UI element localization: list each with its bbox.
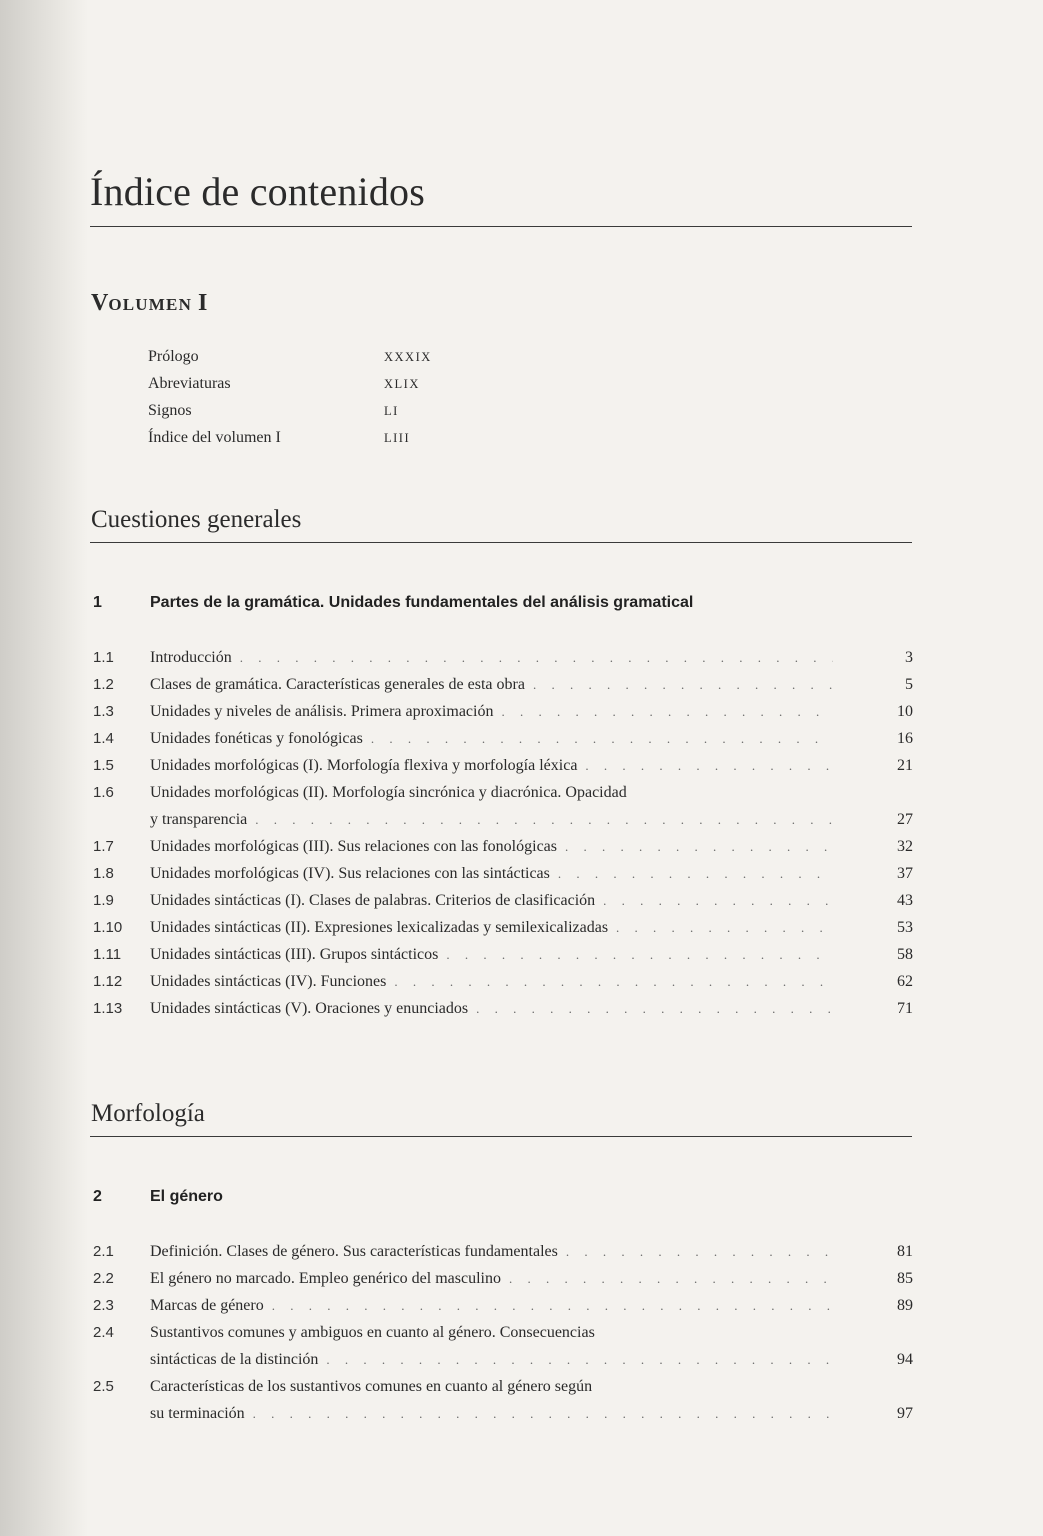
entry-text: Definición. Clases de género. Sus características fundamentales [150,1243,558,1260]
toc-entry[interactable] [93,1265,913,1292]
entry-page: 62 [897,973,913,990]
dot-leader [566,1238,833,1265]
front-matter-item[interactable] [148,375,468,402]
entry-page: 16 [897,730,913,747]
toc-entry[interactable] [93,725,913,752]
toc-entry[interactable] [93,644,913,671]
chapter-title: El género [150,1188,223,1205]
entry-text-line-1: Sustantivos comunes y ambiguos en cuanto al género. Consecuencias [150,1324,595,1341]
front-matter-label: Índice del volumen I [148,429,281,446]
entry-page: 5 [905,676,913,693]
entry-text-line-2: sintácticas de la distinción [150,1351,319,1368]
toc-entry[interactable] [93,1319,913,1373]
dot-leader [255,806,833,833]
toc-entry[interactable] [93,914,913,941]
toc-entry[interactable] [93,698,913,725]
section-title-morfologia: Morfología [91,1100,205,1127]
front-matter-page: LI [384,404,399,418]
dot-leader [394,968,833,995]
entry-number: 1.12 [93,973,123,990]
toc-entry[interactable] [93,1373,913,1427]
entry-page: 71 [897,1000,913,1017]
dot-leader [272,1292,833,1319]
entry-text: Clases de gramática. Características generales de esta obra [150,676,525,693]
entry-page: 10 [897,703,913,720]
front-matter-page: XLIX [384,377,420,391]
entry-number: 1.8 [93,865,114,882]
chapter-number: 1 [93,594,102,611]
front-matter-label: Signos [148,402,192,419]
toc-entry[interactable] [93,833,913,860]
entry-page: 89 [897,1297,913,1314]
toc-entry[interactable] [93,1292,913,1319]
section-rule [90,1136,912,1137]
entry-page: 97 [897,1405,913,1422]
dot-leader [446,941,833,968]
toc-entries-section-2 [93,1238,913,1427]
dot-leader [371,725,833,752]
toc-entry[interactable] [93,968,913,995]
entry-text: Unidades morfológicas (IV). Sus relaciones con las sintácticas [150,865,550,882]
entry-number: 1.3 [93,703,114,720]
volume-heading-initial: V [91,290,109,316]
dot-leader [240,644,833,671]
entry-page: 58 [897,946,913,963]
dot-leader [476,995,833,1022]
volume-heading-numeral: I [192,290,208,316]
front-matter-list [148,348,468,456]
entry-text-line-2: y transparencia [150,811,248,828]
entry-text: Unidades y niveles de análisis. Primera aproximación [150,703,494,720]
dot-leader [565,833,833,860]
entry-number: 1.6 [93,784,114,801]
front-matter-label: Abreviaturas [148,375,231,392]
front-matter-item[interactable] [148,402,468,429]
book-gutter-shadow [0,0,88,1536]
entry-number: 1.11 [93,946,122,963]
front-matter-label: Prólogo [148,348,199,365]
toc-entry[interactable] [93,887,913,914]
dot-leader [326,1346,833,1373]
entry-number: 1.1 [93,649,114,666]
entry-number: 2.3 [93,1297,114,1314]
dot-leader [253,1400,833,1427]
dot-leader [558,860,833,887]
volume-heading-smallcaps: OLUMEN [108,295,193,314]
entry-number: 1.10 [93,919,123,936]
entry-page: 85 [897,1270,913,1287]
entry-text: El género no marcado. Empleo genérico del masculino [150,1270,501,1287]
toc-entry[interactable] [93,941,913,968]
entry-text: Unidades morfológicas (III). Sus relaciones con las fonológicas [150,838,557,855]
entry-text: Unidades fonéticas y fonológicas [150,730,363,747]
entry-text: Unidades sintácticas (V). Oraciones y enunciados [150,1000,469,1017]
entry-page: 32 [897,838,913,855]
entry-number: 1.2 [93,676,114,693]
entry-text-line-1: Unidades morfológicas (II). Morfología sincrónica y diacrónica. Opacidad [150,784,627,801]
entry-page: 3 [905,649,913,666]
entry-text: Unidades morfológicas (I). Morfología flexiva y morfología léxica [150,757,578,774]
toc-entry[interactable] [93,671,913,698]
entry-page: 21 [897,757,913,774]
dot-leader [616,914,833,941]
front-matter-page: XXXIX [384,350,432,364]
entry-text: Unidades sintácticas (I). Clases de palabras. Criterios de clasificación [150,892,596,909]
entry-page: 27 [897,811,913,828]
toc-entry[interactable] [93,752,913,779]
section-rule [90,542,912,543]
toc-entry[interactable] [93,995,913,1022]
entry-text-line-2: su terminación [150,1405,245,1422]
entry-text: Unidades sintácticas (II). Expresiones lexicalizadas y semilexicalizadas [150,919,609,936]
title-rule [90,226,912,227]
entry-page: 94 [897,1351,913,1368]
entry-page: 81 [897,1243,913,1260]
entry-text-line-1: Características de los sustantivos comunes en cuanto al género según [150,1378,593,1395]
entry-number: 2.4 [93,1324,114,1341]
toc-entry[interactable] [93,860,913,887]
entry-number: 1.5 [93,757,114,774]
entry-text: Introducción [150,649,232,666]
entry-page: 37 [897,865,913,882]
entry-number: 2.2 [93,1270,114,1287]
dot-leader [509,1265,833,1292]
toc-entry[interactable] [93,779,913,833]
entry-number: 1.7 [93,838,114,855]
entry-number: 1.4 [93,730,114,747]
section-title-cuestiones-generales: Cuestiones generales [91,506,302,533]
chapter-title: Partes de la gramática. Unidades fundamentales del análisis gramatical [150,594,694,611]
entry-page: 43 [897,892,913,909]
entry-number: 1.13 [93,1000,123,1017]
toc-entries-section-1 [93,644,913,1022]
entry-number: 1.9 [93,892,114,909]
page-title: Índice de contenidos [90,169,425,214]
entry-text: Marcas de género [150,1297,264,1314]
entry-text: Unidades sintácticas (IV). Funciones [150,973,387,990]
toc-entry[interactable] [93,1238,913,1265]
front-matter-page: LIII [384,431,411,445]
dot-leader [585,752,833,779]
front-matter-item[interactable] [148,348,468,375]
chapter-number: 2 [93,1188,102,1205]
entry-number: 2.5 [93,1378,114,1395]
volume-heading [91,290,207,317]
front-matter-item[interactable] [148,429,468,456]
dot-leader [533,671,833,698]
dot-leader [603,887,833,914]
entry-number: 2.1 [93,1243,114,1260]
entry-text: Unidades sintácticas (III). Grupos sintácticos [150,946,439,963]
dot-leader [501,698,833,725]
entry-page: 53 [897,919,913,936]
